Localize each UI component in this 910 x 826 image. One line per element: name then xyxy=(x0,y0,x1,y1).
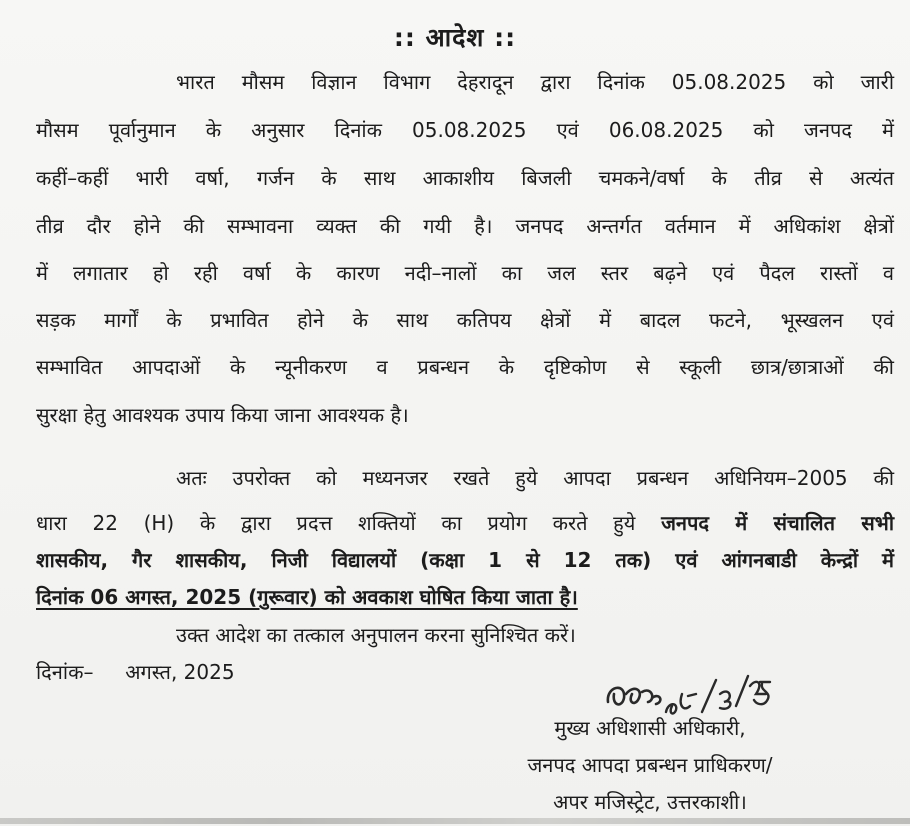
para1-line-4: तीव्र दौर होने की सम्भावना व्यक्त की गयी है। जनपद अन्तर्गत वर्तमान में अधिकांश क्षेत्रों xyxy=(36,214,894,238)
para1-line-2: मौसम पूर्वानुमान के अनुसार दिनांक 05.08.2025 एवं 06.08.2025 को जनपद में xyxy=(36,118,894,142)
page-bottom-edge xyxy=(0,818,910,824)
para2-line-2 xyxy=(36,509,894,536)
para2-line-3: शासकीय, गैर शासकीय, निजी विद्यालयों (कक्षा 1 से 12 तक) एवं आंगनबाडी केन्द्रों में xyxy=(36,548,894,572)
para1-line-3: कहीं–कहीं भारी वर्षा, गर्जन के साथ आकाशीय बिजली चमकने/वर्षा के तीव्र से अत्यंत xyxy=(36,166,894,190)
signature-authority: जनपद आपदा प्रबन्धन प्राधिकरण/ xyxy=(527,753,773,777)
para1-line-5: में लगातार हो रही वर्षा के कारण नदी–नालों का जल स्तर बढ़ने एवं पैदल रास्तों व xyxy=(36,261,894,285)
order-title: :: आदेश :: xyxy=(393,23,517,52)
holiday-declaration: दिनांक 06 अगस्त, 2025 (गुरूवार) को अवकाश घोषित किया जाता है। xyxy=(36,585,578,609)
para1-line-1: भारत मौसम विज्ञान विभाग देहरादून द्वारा दिनांक 05.08.2025 को जारी xyxy=(176,70,894,94)
para1-line-7: सम्भावित आपदाओं के न्यूनीकरण व प्रबन्धन के दृष्टिकोण से स्कूली छात्र/छात्राओं की xyxy=(36,355,894,379)
para1-line-8: सुरक्षा हेतु आवश्यक उपाय किया जाना आवश्यक है। xyxy=(36,403,409,427)
para2-line-4-wrap xyxy=(36,583,578,610)
para2-line-1: अतः उपरोक्त को मध्यनजर रखते हुये आपदा प्रबन्धन अधिनियम–2005 की xyxy=(176,466,894,490)
date-line: दिनांक– अगस्त, 2025 xyxy=(36,660,235,684)
compliance-line: उक्त आदेश का तत्काल अनुपालन करना सुनिश्चित करें। xyxy=(176,623,576,647)
para2-line-2-bold: जनपद में संचालित सभी xyxy=(661,511,895,535)
signature-designation: मुख्य अधिशासी अधिकारी, xyxy=(554,716,746,740)
para2-line-2-plain: धारा 22 (H) के द्वारा प्रदत्त शक्तियों का प्रयोग करते हुये xyxy=(36,511,636,535)
signature-office: अपर मजिस्ट्रेट, उत्तरकाशी। xyxy=(553,790,747,814)
para1-line-6: सड़क मार्गों के प्रभावित होने के साथ कतिपय क्षेत्रों में बादल फटने, भूस्खलन एवं xyxy=(36,308,894,332)
